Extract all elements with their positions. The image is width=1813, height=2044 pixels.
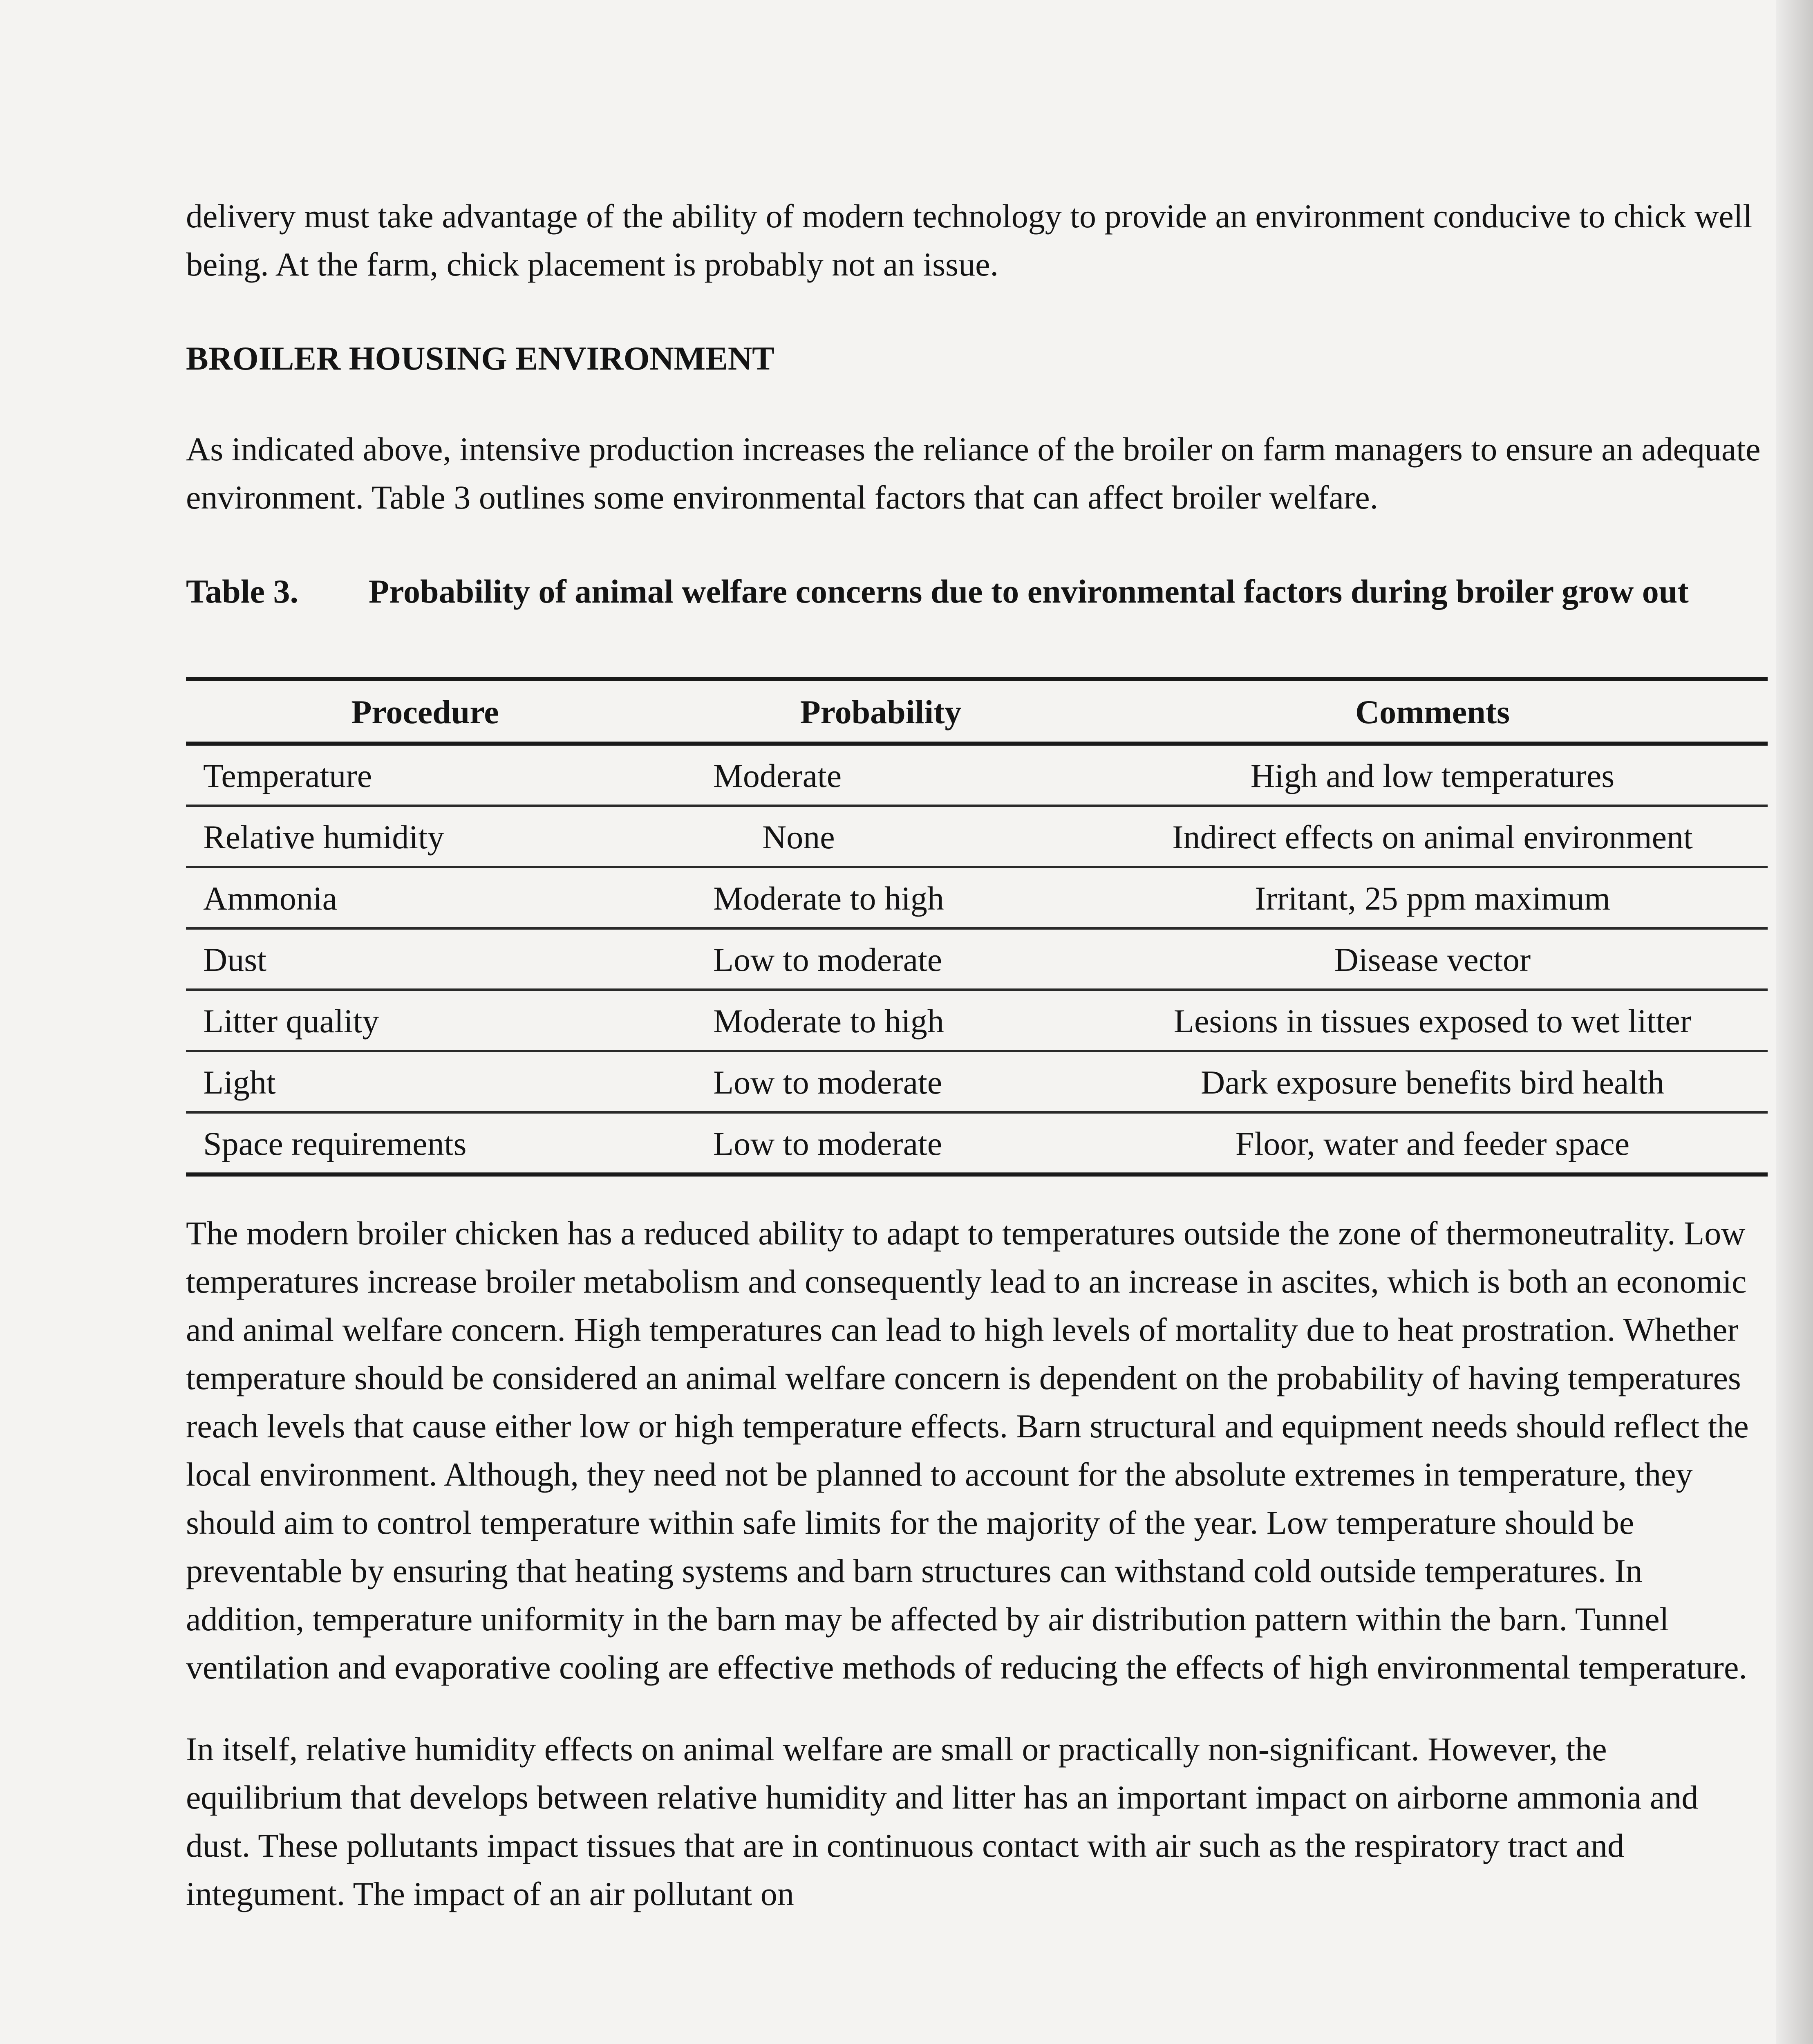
- cell-probability: Low to moderate: [664, 1112, 1097, 1174]
- table-row: [186, 990, 1768, 1051]
- table-row: [186, 806, 1768, 867]
- housing-paragraph: As indicated above, intensive production increases the reliance of the broiler on farm managers to ensure an adequate environment. Table 3 outlines some environmental factors that can affect broiler welfare.: [186, 430, 1761, 516]
- cell-probability: Low to moderate: [664, 1051, 1097, 1112]
- table-row: [186, 867, 1768, 928]
- temperature-paragraph: The modern broiler chicken has a reduced ability to adapt to temperatures outside the zone of thermoneutrality. Low temperatures increase broiler metabolism and consequently lead to an increase in ascites, which is both an economic and animal welfare concern. High temperatures can lead to high levels of mortality due to heat prostration. Whether temperature should be considered an animal welfare concern is dependent on the probability of having temperatures reach levels that cause either low or high temperature effects. Barn structural and equipment needs should reflect the local environment. Although, they need not be planned to account for the absolute extremes in temperature, they should aim to control temperature within safe limits for the majority of the year. Low temperature should be preventable by ensuring that heating systems and barn structures can withstand cold outside temperatures. In addition, temperature uniformity in the barn may be affected by air distribution pattern within the barn. Tunnel ventilation and evaporative cooling are effective methods of reducing the effects of high environmental temperature.: [186, 1215, 1749, 1686]
- section-heading: BROILER HOUSING ENVIRONMENT: [186, 340, 774, 377]
- intro-paragraph: delivery must take advantage of the ability of modern technology to provide an environment conducive to chick well being. At the farm, chick placement is probably not an issue.: [186, 197, 1753, 283]
- cell-comments: Indirect effects on animal environment: [1097, 806, 1768, 867]
- cell-procedure: Space requirements: [186, 1112, 664, 1174]
- page-edge-shadow: [1776, 0, 1813, 2044]
- cell-procedure: Light: [186, 1051, 664, 1112]
- cell-comments: Floor, water and feeder space: [1097, 1112, 1768, 1174]
- table-caption-text: Probability of animal welfare concerns due to environmental factors during broiler grow out: [369, 573, 1689, 610]
- cell-procedure: Litter quality: [186, 990, 664, 1051]
- cell-probability: None: [664, 806, 1097, 867]
- table-caption-label: Table 3.: [186, 573, 298, 610]
- cell-comments: Lesions in tissues exposed to wet litter: [1097, 990, 1768, 1051]
- table-row: [186, 928, 1768, 990]
- cell-procedure: Temperature: [186, 744, 664, 806]
- cell-procedure: Relative humidity: [186, 806, 664, 867]
- header-probability: Probability: [664, 679, 1097, 744]
- table-row: [186, 1051, 1768, 1112]
- cell-probability: Low to moderate: [664, 928, 1097, 990]
- cell-probability: Moderate to high: [664, 867, 1097, 928]
- table-row: [186, 1112, 1768, 1174]
- header-procedure: Procedure: [186, 679, 664, 744]
- cell-comments: Dark exposure benefits bird health: [1097, 1051, 1768, 1112]
- table-header-row: [186, 679, 1768, 744]
- cell-comments: Irritant, 25 ppm maximum: [1097, 867, 1768, 928]
- cell-procedure: Ammonia: [186, 867, 664, 928]
- header-comments: Comments: [1097, 679, 1768, 744]
- table-caption: [186, 567, 1768, 616]
- environment-table: [186, 677, 1768, 1177]
- cell-comments: Disease vector: [1097, 928, 1768, 990]
- page-content: [186, 192, 1768, 1918]
- cell-comments: High and low temperatures: [1097, 744, 1768, 806]
- table-row: [186, 744, 1768, 806]
- cell-probability: Moderate: [664, 744, 1097, 806]
- humidity-paragraph: In itself, relative humidity effects on animal welfare are small or practically non-significant. However, the equilibrium that develops between relative humidity and litter has an important impact on airborne ammonia and dust. These pollutants impact tissues that are in continuous contact with air such as the respiratory tract and integument. The impact of an air pollutant on: [186, 1730, 1699, 1912]
- cell-probability: Moderate to high: [664, 990, 1097, 1051]
- cell-procedure: Dust: [186, 928, 664, 990]
